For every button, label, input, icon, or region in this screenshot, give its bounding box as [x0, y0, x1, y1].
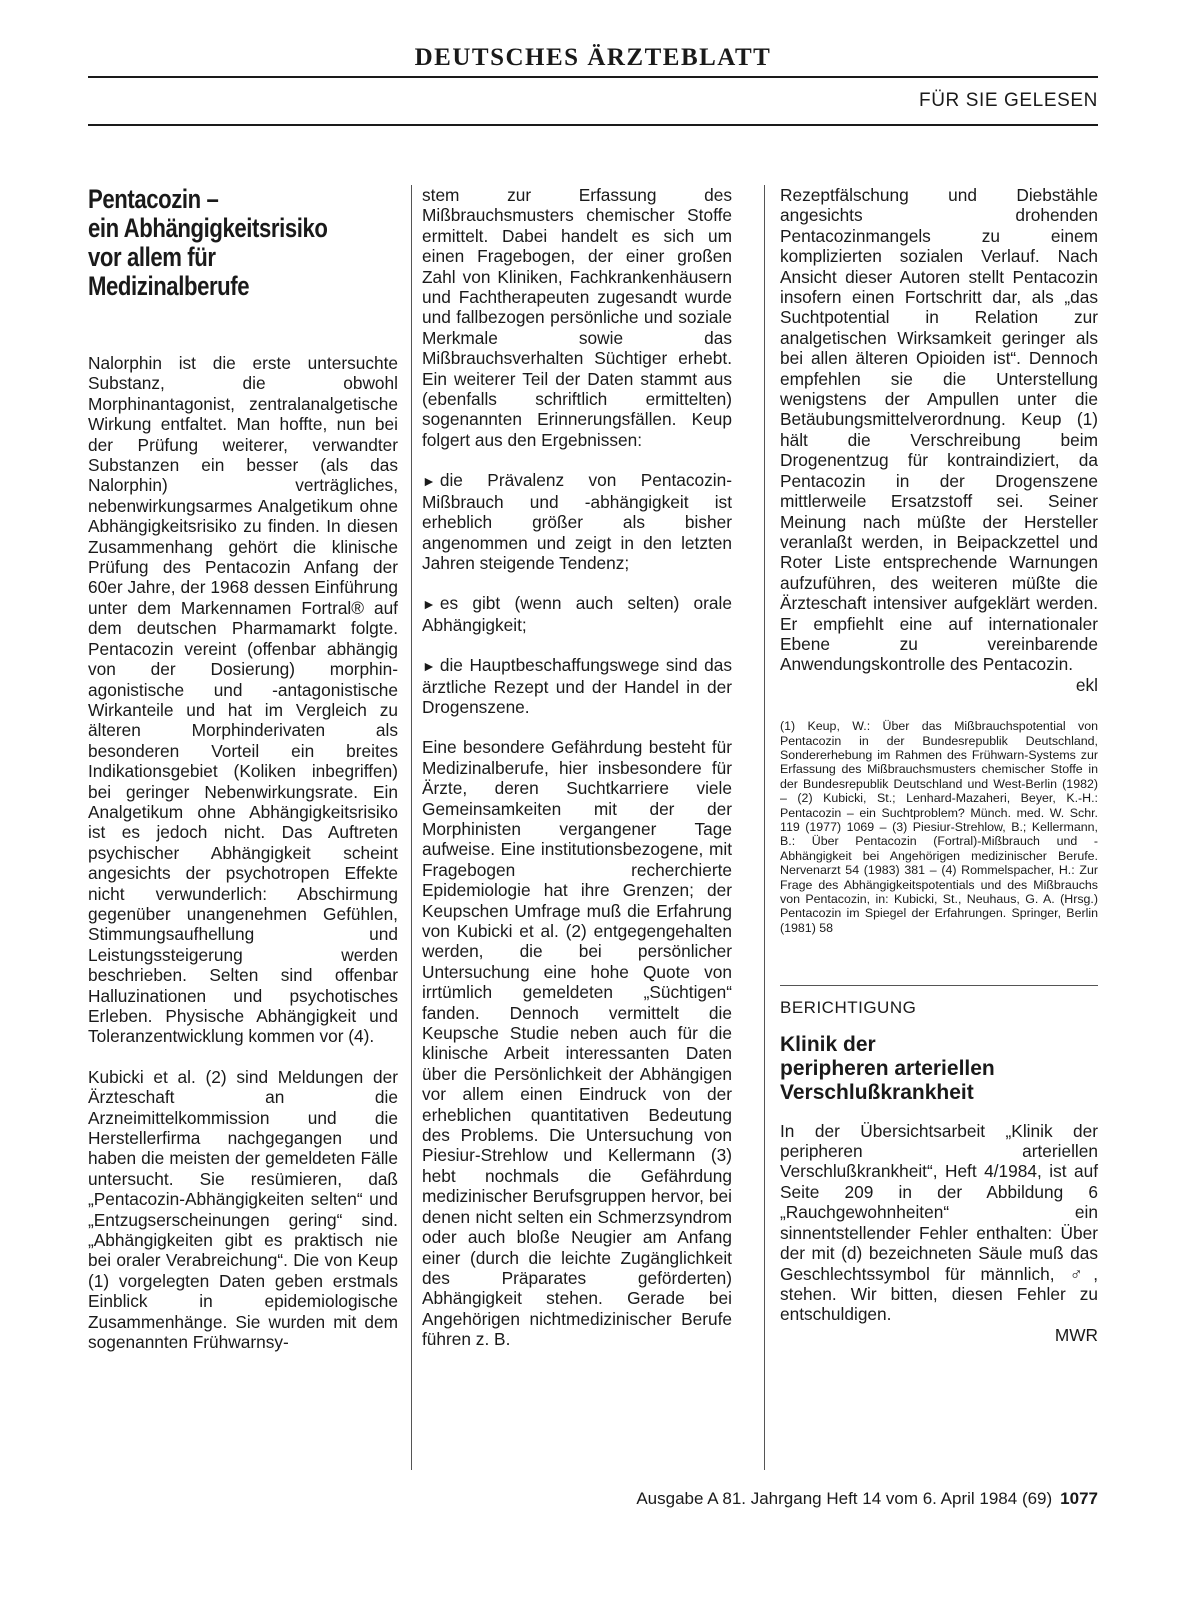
body-paragraph: Eine besondere Gefährdung besteht für Medizinalberufe, hier insbesondere für Ärzte, deren Suchtkarriere viele Gemeinsamkeiten mit der der Morphinisten vergangener Tage aufweise. Eine institutionsbezogene, mit Fragebogen recherchierte Epidemiologie hat ihre Grenzen; der Keupschen Umfrage muß die Erfahrung von Kubicki et al. (2) entgegengehalten werden, die bei persönlicher Untersuchung eine hohe Quote von irrtümlich gemeldeten „Süchtigen“ fanden. Dennoch vermittelt die Keupsche Studie neben auch für die klinische Arbeit interessanten Daten über die Persönlichkeit der Abhängigen vor allem einen Eindruck von der erheblichen quantitativen Bedeutung des Problems. Die Untersuchung von Piesiur-Strehlow und Kellermann (3) hebt nochmals die Gefährdung medizinischer Berufsgruppen hervor, bei denen nicht selten ein Schmerzsyndrom oder auch bloße Neugier am Anfang einer (durch die leichte Zugänglichkeit des Präparates geförderten) Abhängigkeit stehen. Gerade bei Angehörigen nichtmedizinischer Berufe führen z. B. [422, 737, 732, 1350]
correction-label: BERICHTIGUNG [780, 998, 917, 1018]
bullet-text: es gibt (wenn auch selten) orale Abhängigkeit; [422, 593, 732, 635]
masthead: DEUTSCHES ÄRZTEBLATT [414, 44, 772, 71]
issue-info: Ausgabe A 81. Jahrgang Heft 14 vom 6. April 1984 (69) [636, 1489, 1053, 1508]
bullet-text: die Hauptbeschaffungswege sind das ärztliche Rezept und der Handel in der Drogenszene. [422, 655, 732, 717]
body-paragraph: Kubicki et al. (2) sind Meldungen der Ärzteschaft an die Arzneimittelkommission und die Herstellerfirma nachgegangen und haben die meisten der gemeldeten Fälle untersucht. Sie resümieren, daß „Pentacozin-Abhängigkeiten selten“ und „Entzugserscheinungen gering“ sind. „Abhängigkeiten gibt es praktisch nie bei oraler Verabreichung“. Die von Keup (1) vorgelegten Daten geben erstmals Einblick in epidemiologische Zusammenhänge. Sie wurden mit dem sogenannten Frühwarnsy- [88, 1066, 398, 1353]
column-divider [764, 185, 765, 1470]
article-column-2 [422, 185, 732, 1370]
article-column-3 [780, 185, 1098, 1345]
bullet-arrow-icon: ► [422, 596, 436, 613]
bullet-text: die Prävalenz von Pentacozin-Mißbrauch und -abhängigkeit ist erheblich größer als bisher angenommen und zeigt in den letzten Jahren steigende Tendenz; [422, 470, 732, 573]
body-paragraph: stem zur Erfassung des Mißbrauchsmusters chemischer Stoffe ermittelt. Dabei handelt es sich um einen Fragebogen, der einer großen Zahl von Kliniken, Fachkrankenhäusern und Fachtherapeuten zugesandt wurde und fallbezogen persönliche und soziale Merkmale sowie das Mißbrauchsverhalten Süchtiger erhebt. Ein weiterer Teil der Daten stammt aus (ebenfalls schriftlich ermittelten) sogenannten Erinnerungsfällen. Keup folgert aus den Ergebnissen: [422, 185, 732, 450]
article-column-1 [88, 185, 398, 1373]
correction-text: In der Übersichtsarbeit „Klinik der peripheren arteriellen Verschlußkrankheit“, Heft 4/1984, ist auf Seite 209 in der Abbildung 6 „Rauchgewohnheiten“ ein sinnentstellender Fehler enthalten: Über der mit (d) bezeichneten Säule muß das Geschlechtssymbol für männlich, ♂, stehen. Wir bitten, diesen Fehler zu entschuldigen. [780, 1120, 1098, 1325]
correction-title [780, 1033, 1098, 1105]
bullet-arrow-icon: ► [422, 658, 436, 675]
article-headline [88, 185, 393, 301]
section-rule [88, 124, 1098, 126]
references: (1) Keup, W.: Über das Mißbrauchspotential von Pentacozin in der Bundesrepublik Deutschland, Sondererhebung im Rahmen des Frühwarn-Systems zur Erfassung des Mißbrauchsmusters chemischer Stoffe in der Bundesrepublik Deutschland und West-Berlin (1982) – (2) Kubicki, St.; Lenhard-Mazaheri, Beyer, K.-H.: Pentacozin – ein Suchtproblem? Münch. med. W. Schr. 119 (1977) 1069 – (3) Piesiur-Strehlow, B.; Kellermann, B.: Über Pentacozin (Fortral)-Mißbrauch und -Abhängigkeit bei Angehörigen medizinischer Berufe. Nervenarzt 54 (1983) 381 – (4) Rommelspacher, H.: Zur Frage des Abhängigkeitspotentials und des Mißbrauchs von Pentacozin, in: Kubicki, St., Neuhaus, G. A. (Hrsg.) Pentacozin im Spiegel der Erfahrungen. Springer, Berlin (1981) 58 [780, 719, 1098, 935]
headline-line: ein Abhängigkeitsrisiko [88, 213, 328, 243]
correction-signature: MWR [1054, 1324, 1098, 1345]
body-paragraph: Rezeptfälschung und Diebstähle angesichts drohenden Pentacozinmangels zu einem komplizierten sozialen Verlauf. Nach Ansicht dieser Autoren stellt Pentacozin insofern einen Fortschritt dar, als „das Suchtpotential in Relation zur analgetischen Wirksamkeit geringer als bei allen älteren Opioiden ist“. Dennoch empfehlen sie die Unterstellung wenigstens der Ampullen unter die Betäubungsmittelverordnung. Keup (1) hält die Verschreibung beim Drogenentzug für kontraindiziert, da Pentacozin in der Drogenszene mittlerweile Ersatzstoff sei. Seiner Meinung nach müßte der Hersteller veranlaßt werden, in Beipackzettel und Roter Liste entsprechende Warnungen aufzuführen, des weiteren müßte die Ärzteschaft intensiver aufgeklärt werden. Er empfiehlt eine auf internationaler Ebene zu vereinbarende Anwendungskontrolle des Pentacozin. [780, 185, 1098, 675]
page-number: 1077 [1060, 1489, 1098, 1508]
bullet-item [422, 470, 732, 573]
headline-line: Pentacozin – [88, 184, 219, 214]
correction-title-line: Klinik der [780, 1032, 876, 1056]
headline-line: Medizinalberufe [88, 271, 250, 301]
bullet-arrow-icon: ► [422, 473, 436, 490]
page-footer [500, 1489, 1098, 1509]
bullet-item [422, 593, 732, 635]
masthead-rule [88, 76, 1098, 78]
correction-rule [780, 985, 1098, 986]
section-label: FÜR SIE GELESEN [919, 90, 1098, 111]
headline-line: vor allem für [88, 242, 216, 272]
body-paragraph: Nalorphin ist die erste untersuchte Substanz, die obwohl Morphinantagonist, zentralanalgetische Wirkung entfaltet. Man hoffte, nun bei der Prüfung weiterer, verwandter Substanzen ein besser (als das Nalorphin) verträgliches, nebenwirkungsarmes Analgetikum ohne Abhängigkeitsrisiko zu finden. In diesen Zusammenhang gehört die klinische Prüfung des Pentacozin Anfang der 60er Jahre, der 1968 dessen Einführung unter dem Markennamen Fortral® auf dem deutschen Pharmamarkt folgte. Pentacozin vereint (offenbar abhängig von der Dosierung) morphin-agonistische und -antagonistische Wirkanteile und hat im Vergleich zu älteren Morphinderivaten als besonderen Vorteil ein breites Indikationsgebiet (Koliken inbegriffen) bei geringer Nebenwirkungsrate. Ein Analgetikum ohne Abhängigkeitsrisiko ist es jedoch nicht. Das Auftreten psychischer Abhängigkeit scheint angesichts der psychotropen Effekte nicht verwunderlich: Abschirmung gegenüber unangenehmen Gefühlen, Stimmungsaufhellung und Leistungssteigerung werden beschrieben. Selten sind offenbar Halluzinationen und psychotisches Erleben. Physische Abhängigkeit und Toleranzentwicklung kommen vor (4). [88, 353, 398, 1047]
correction-title-line: peripheren arteriellen [780, 1056, 995, 1080]
author-signature: ekl [1075, 674, 1098, 695]
bullet-item [422, 655, 732, 717]
correction-title-line: Verschlußkrankheit [780, 1080, 974, 1104]
column-divider [411, 185, 412, 1470]
